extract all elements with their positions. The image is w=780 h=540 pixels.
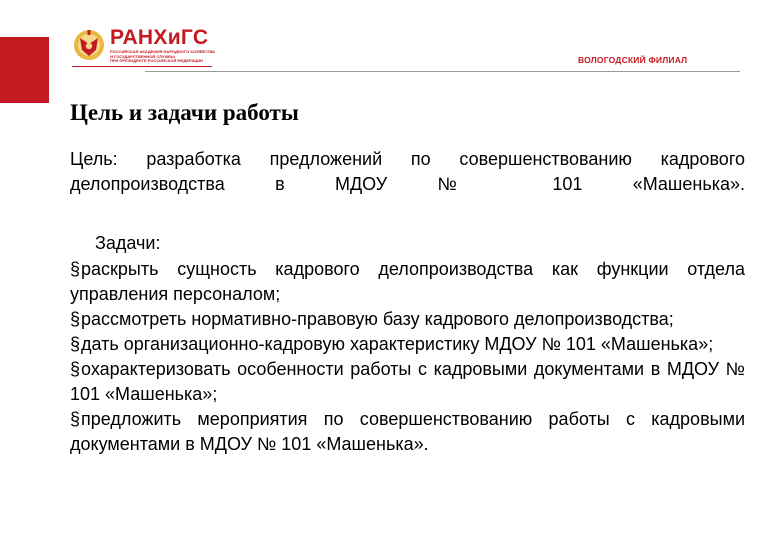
slide-title: Цель и задачи работы [70, 100, 299, 125]
tasks-label: Задачи [95, 233, 156, 253]
eagle-emblem-icon [72, 26, 106, 64]
logo-underline [72, 66, 212, 67]
goal-paragraph [70, 147, 745, 197]
task-text: предложить мероприятия по совершенствованию работы с кадровыми документами в МДОУ № 101 «Машенька». [70, 409, 745, 454]
task-text: дать организационно-кадровую характеристику МДОУ № 101 «Машенька»; [81, 334, 714, 354]
bullet-icon: § [70, 409, 81, 429]
bullet-icon: § [70, 259, 81, 279]
list-item [70, 332, 745, 357]
task-text: раскрыть сущность кадрового делопроизводства как функции отдела управления персоналом; [70, 259, 745, 304]
goal-text: : разработка предложений по совершенствованию кадрового делопроизводства в МДОУ № 101 «Машенька». [70, 149, 745, 194]
logo-subtitle [110, 50, 220, 64]
bullet-icon: § [70, 359, 81, 379]
logo-subtitle-line: РОССИЙСКАЯ АКАДЕМИЯ НАРОДНОГО ХОЗЯЙСТВА [110, 49, 215, 54]
header-divider [145, 71, 740, 72]
ranepa-logo [72, 26, 232, 76]
logo-name: РАНХиГС [110, 26, 209, 49]
tasks-list [70, 257, 745, 457]
logo-subtitle-line: ПРИ ПРЕЗИДЕНТЕ РОССИЙСКОЙ ФЕДЕРАЦИИ [110, 58, 203, 64]
bullet-icon: § [70, 309, 81, 329]
branch-name: ВОЛОГОДСКИЙ ФИЛИАЛ [578, 55, 688, 65]
goal-label: Цель [70, 149, 113, 169]
bullet-icon: § [70, 334, 81, 354]
logo-subtitle-line: И ГОСУДАРСТВЕННОЙ СЛУЖБЫ [110, 53, 175, 59]
task-text: охарактеризовать особенности работы с кадровыми документами в МДОУ № 101 «Машенька»; [70, 359, 745, 404]
list-item [70, 257, 745, 307]
list-item [70, 407, 745, 457]
red-accent-block [0, 37, 49, 103]
tasks-heading [95, 231, 160, 256]
task-text: рассмотреть нормативно-правовую базу кадрового делопроизводства; [81, 309, 674, 329]
tasks-colon: : [155, 233, 161, 253]
list-item [70, 307, 745, 332]
list-item [70, 357, 745, 407]
